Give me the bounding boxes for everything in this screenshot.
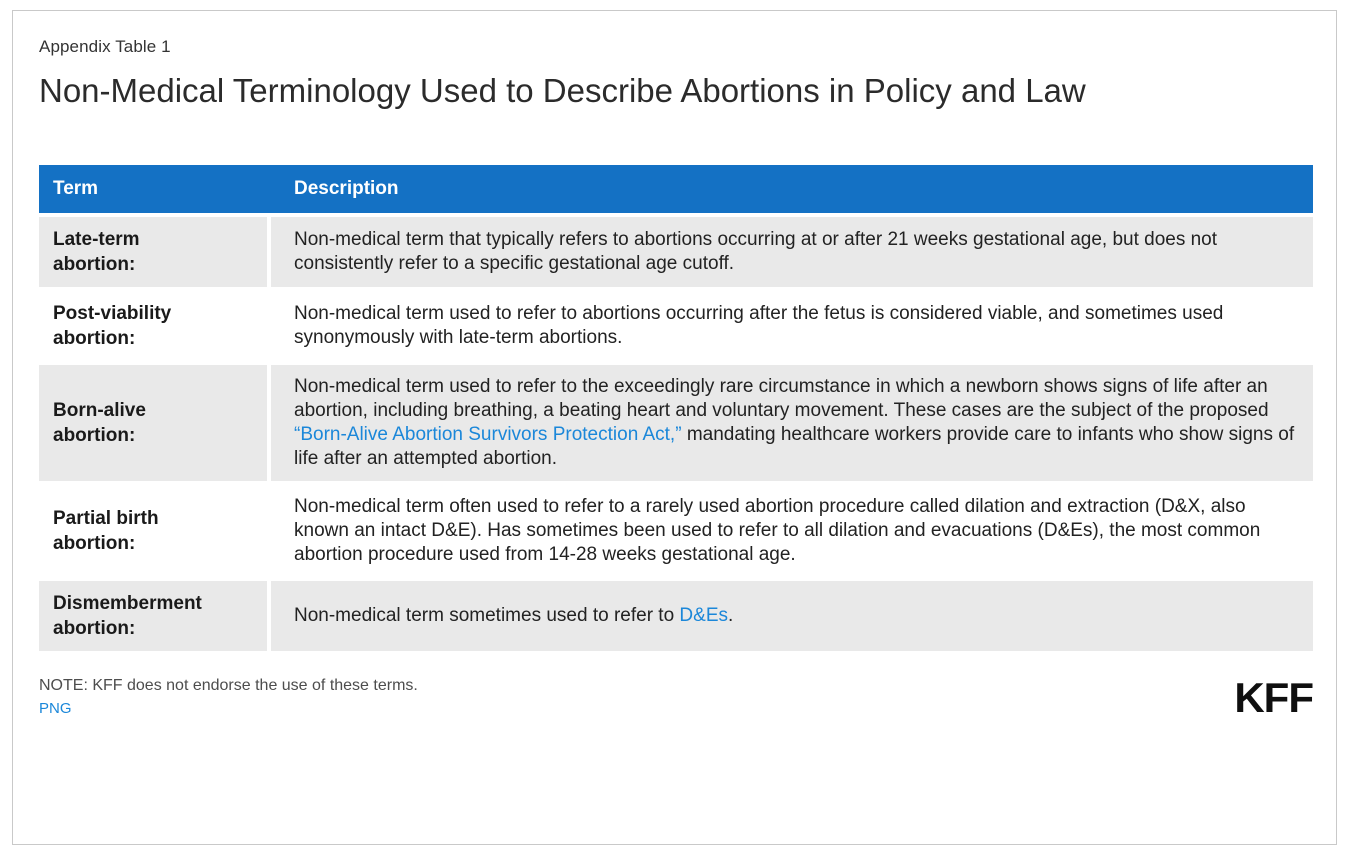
- description-text: [294, 302, 1295, 350]
- table-row: [39, 485, 1313, 577]
- table-body: [39, 217, 1313, 651]
- column-header-description: Description: [294, 178, 399, 199]
- description-text: [294, 228, 1295, 276]
- term-cell: [39, 365, 267, 481]
- description-link[interactable]: “Born-Alive Abortion Survivors Protection Act,”: [294, 424, 682, 445]
- footer-left: [39, 677, 418, 718]
- description-cell: [271, 365, 1313, 481]
- term-label: Late-term abortion:: [53, 229, 140, 275]
- description-text-part: Non-medical term often used to refer to a rarely used abortion procedure called dilation and extraction (D&X, also known an intact D&E). Has sometimes been used to refer to all dilation and evacuations (D&Es), the most common abortion procedure used from 14-28 weeks gestational age.: [294, 496, 1261, 565]
- description-text-part: Non-medical term that typically refers to abortions occurring at or after 21 weeks gestational age, but does not consistently refer to a specific gestational age cutoff.: [294, 229, 1218, 274]
- description-text: [294, 495, 1295, 567]
- png-download-link[interactable]: PNG: [39, 700, 72, 717]
- description-text-part: Non-medical term sometimes used to refer to: [294, 605, 680, 626]
- description-text-part: Non-medical term used to refer to the exceedingly rare circumstance in which a newborn shows signs of life after an abortion, including breathing, a beating heart and voluntary movement. These cases are the subject of the proposed: [294, 376, 1269, 421]
- table-row: [39, 365, 1313, 481]
- term-label: Partial birth abortion:: [53, 508, 159, 554]
- description-cell: [271, 581, 1313, 651]
- column-header-term: Term: [53, 178, 99, 199]
- term-cell: [39, 217, 267, 287]
- description-text-part: Non-medical term used to refer to abortions occurring after the fetus is considered viable, and sometimes used synonymously with late-term abortions.: [294, 303, 1224, 348]
- content: [13, 11, 1336, 721]
- table-row: [39, 291, 1313, 361]
- page-title: Non-Medical Terminology Used to Describe Abortions in Policy and Law: [39, 72, 1086, 109]
- table-header-row: [39, 165, 1313, 213]
- table-row: [39, 581, 1313, 651]
- description-cell: [271, 217, 1313, 287]
- footer: [39, 674, 1313, 721]
- term-label: Born-alive abortion:: [53, 400, 146, 446]
- term-cell: [39, 581, 267, 651]
- term-cell: [39, 291, 267, 361]
- description-text-part: mandating healthcare workers provide care to infants who show signs of life after an attempted abortion.: [294, 424, 1295, 469]
- term-label: Dismemberment abortion:: [53, 593, 202, 639]
- terminology-table: [39, 165, 1313, 651]
- description-cell: [271, 485, 1313, 577]
- description-link[interactable]: D&Es: [679, 605, 728, 626]
- page: [12, 10, 1337, 845]
- table-row: [39, 217, 1313, 287]
- term-label: Post-viability abortion:: [53, 303, 172, 349]
- description-text: [294, 604, 733, 628]
- note-text: NOTE: KFF does not endorse the use of these terms.: [39, 677, 418, 694]
- description-text: [294, 375, 1295, 471]
- description-text-part: .: [728, 605, 734, 626]
- kff-logo: KFF: [1234, 674, 1313, 721]
- term-cell: [39, 485, 267, 577]
- table-subtitle: Appendix Table 1: [39, 37, 171, 56]
- description-cell: [271, 291, 1313, 361]
